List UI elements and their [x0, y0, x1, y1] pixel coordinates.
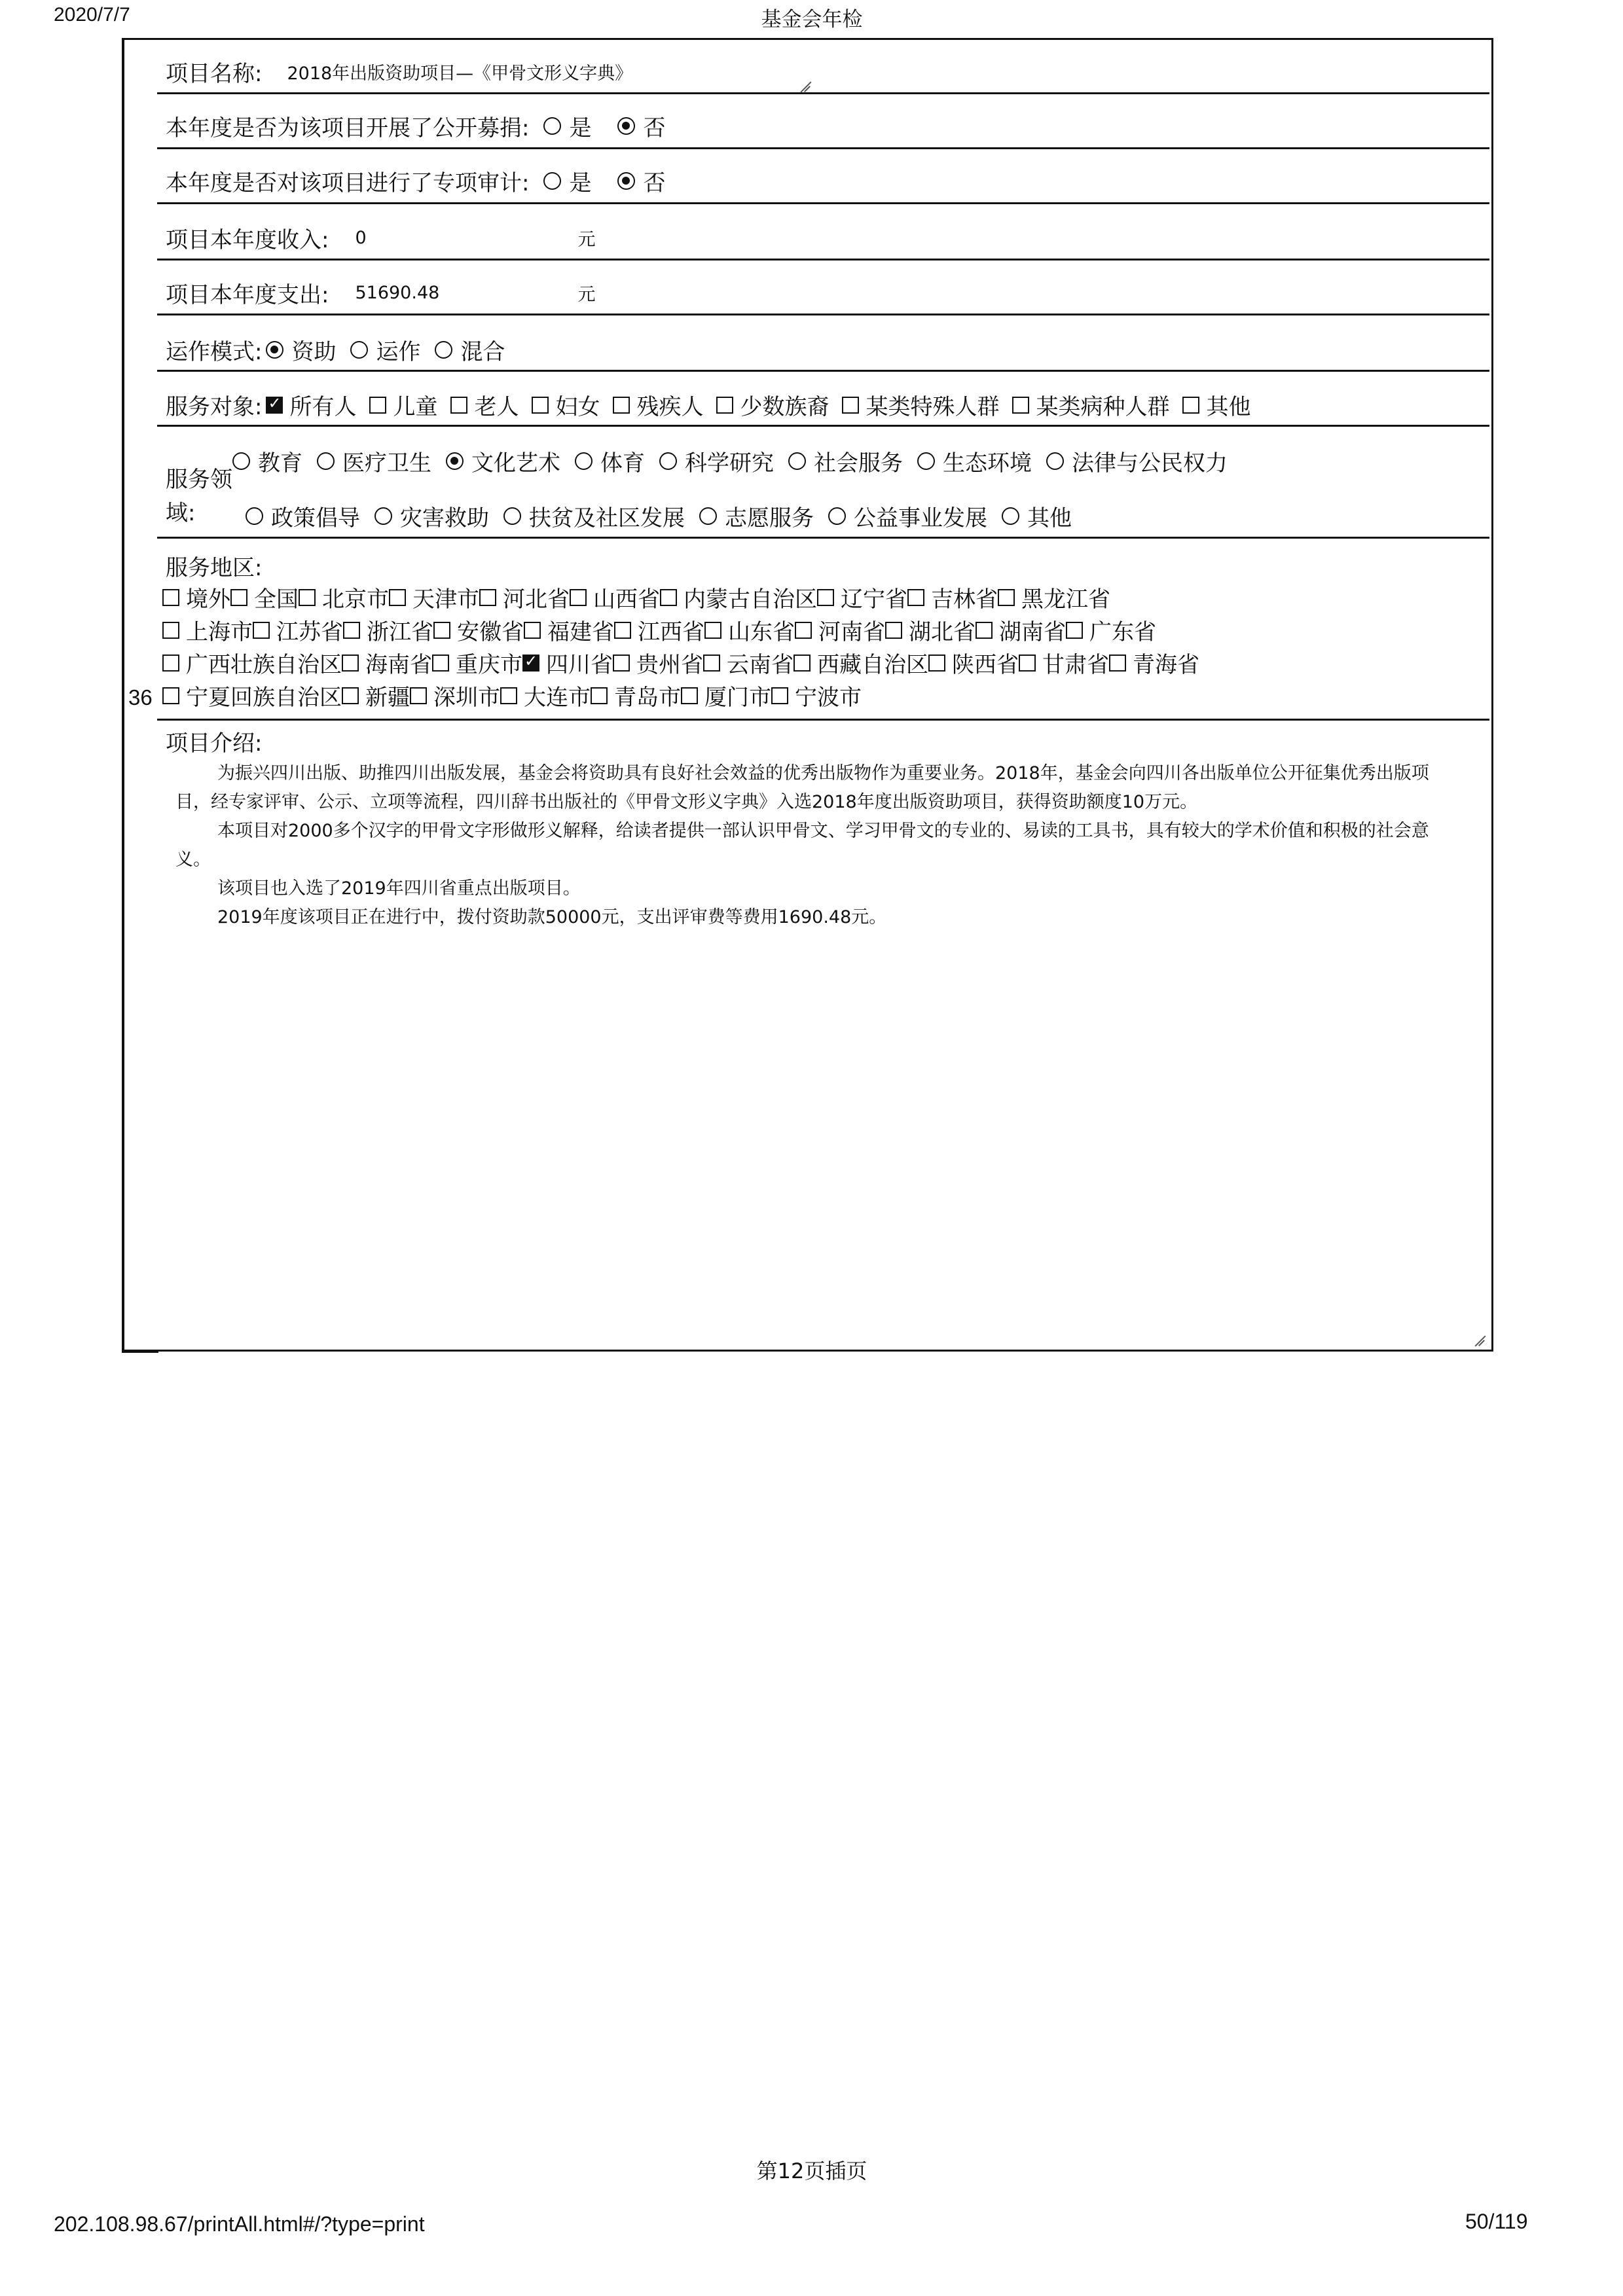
radio-icon[interactable] — [543, 172, 561, 190]
service-region-option-label: 江苏省 — [276, 619, 343, 645]
checkbox-icon[interactable] — [660, 589, 677, 606]
service-region-line — [162, 614, 1156, 646]
operation-mode-label: 运作模式: — [166, 339, 263, 365]
service-region-option-label: 甘肃省 — [1042, 652, 1109, 678]
checkbox-icon[interactable] — [793, 655, 811, 672]
row-divider — [157, 370, 1489, 372]
checkbox-icon[interactable] — [410, 687, 427, 704]
service-region-option[interactable] — [795, 614, 885, 646]
service-region-option[interactable] — [433, 614, 524, 646]
service-region-option-label: 新疆 — [365, 685, 410, 711]
row-divider — [157, 147, 1489, 149]
intro-paragraph: 该项目也入选了2019年四川省重点出版项目。 — [217, 878, 581, 899]
service-region-option-label: 贵州省 — [636, 652, 703, 678]
radio-selected-icon[interactable] — [617, 117, 635, 135]
service-field-option[interactable]: 公益事业发展 — [814, 500, 987, 532]
service-region-option[interactable] — [253, 614, 343, 646]
checkbox-icon[interactable] — [703, 655, 720, 672]
intro-paragraph: 为振兴四川出版、助推四川出版发展，基金会将资助具有良好社会效益的优秀出版物作为重要业务。2018年，基金会向四川各出版单位公开征集优秀出版项目，经专家评审、公示、立项等流程，四川辞书出版社的《甲骨文形义字典》入选2018年度出版资助项目，获得资助额度10万元。 — [175, 763, 1429, 812]
service-field-option[interactable]: 法律与公民权力 — [1032, 445, 1228, 477]
service-region-option[interactable] — [342, 647, 432, 679]
row-divider — [157, 537, 1489, 539]
checkbox-checked-icon[interactable] — [522, 655, 539, 672]
radio-icon[interactable] — [699, 507, 717, 525]
checkbox-icon[interactable] — [885, 622, 902, 639]
service-region-line — [162, 679, 862, 711]
checkbox-icon[interactable] — [681, 687, 698, 704]
checkbox-icon[interactable] — [450, 397, 467, 414]
service-target-option[interactable]: 残疾人 — [600, 389, 703, 421]
radio-icon[interactable] — [575, 452, 593, 470]
checkbox-icon[interactable] — [613, 397, 630, 414]
service-target-option[interactable]: 老人 — [437, 389, 519, 421]
service-region-option-label: 湖南省 — [999, 619, 1066, 645]
expense-unit: 元 — [577, 285, 596, 305]
service-region-line — [162, 647, 1199, 679]
checkbox-icon[interactable] — [570, 589, 587, 606]
page-insert-label: 第12页插页 — [756, 2159, 867, 2183]
row-number: 36 — [128, 685, 153, 709]
service-field-option[interactable]: 医疗卫生 — [302, 445, 431, 477]
service-region-option[interactable] — [703, 647, 793, 679]
operation-mode-option[interactable]: 资助 — [262, 334, 336, 366]
checkbox-icon[interactable] — [342, 687, 359, 704]
service-region-option-label: 云南省 — [727, 652, 793, 678]
service-region-option-label: 山东省 — [728, 619, 795, 645]
service-region-option-label: 江西省 — [638, 619, 704, 645]
checkbox-icon[interactable] — [532, 397, 549, 414]
service-region-option-label: 青海省 — [1133, 652, 1199, 678]
print-url: 202.108.98.67/printAll.html#/?type=print — [54, 2212, 425, 2236]
expense-label: 项目本年度支出: — [166, 282, 329, 308]
checkbox-icon[interactable] — [162, 589, 179, 606]
radio-icon[interactable] — [917, 452, 935, 470]
service-region-option-label: 广东省 — [1089, 619, 1156, 645]
service-region-option[interactable] — [660, 581, 817, 613]
intro-paragraph: 2019年度该项目正在进行中，拨付资助款50000元，支出评审费等费用1690.48元。 — [217, 907, 887, 927]
radio-icon[interactable] — [788, 452, 806, 470]
service-field-label: 服务领 — [166, 467, 232, 493]
service-region-option[interactable] — [998, 581, 1110, 613]
service-region-option[interactable] — [614, 614, 704, 646]
service-region-option[interactable] — [817, 581, 907, 613]
service-target-option[interactable]: 某类病种人群 — [999, 389, 1169, 421]
checkbox-icon[interactable] — [716, 397, 733, 414]
service-region-option-label: 上海市 — [186, 619, 253, 645]
service-region-option[interactable] — [681, 679, 771, 711]
service-region-option-label: 四川省 — [546, 652, 613, 678]
radio-selected-icon[interactable] — [446, 452, 464, 470]
income-unit: 元 — [577, 230, 596, 250]
income-value[interactable]: 0 — [355, 228, 367, 248]
service-field-option[interactable]: 文化艺术 — [431, 445, 560, 477]
service-region-label: 服务地区: — [166, 555, 263, 581]
checkbox-icon[interactable] — [500, 687, 517, 704]
checkbox-icon[interactable] — [704, 622, 721, 639]
service-field-option[interactable]: 科学研究 — [645, 445, 774, 477]
service-region-option-label: 全国 — [254, 586, 299, 613]
project-name-value[interactable]: 2018年出版资助项目—《甲骨文形义字典》 — [287, 63, 633, 84]
service-region-option[interactable] — [704, 614, 795, 646]
document-title: 基金会年检 — [761, 8, 863, 31]
service-region-option[interactable] — [389, 581, 479, 613]
service-field-option[interactable]: 社会服务 — [774, 445, 903, 477]
service-region-option[interactable] — [1019, 647, 1109, 679]
service-region-option-label: 重庆市 — [456, 652, 522, 678]
service-field-option[interactable]: 志愿服务 — [685, 500, 814, 532]
service-region-option-label: 内蒙古自治区 — [684, 586, 817, 613]
intro-label: 项目介绍: — [166, 730, 263, 757]
service-region-option[interactable] — [343, 614, 433, 646]
service-region-option[interactable] — [410, 679, 500, 711]
radio-icon[interactable] — [543, 117, 561, 135]
row-divider — [157, 92, 1489, 94]
service-region-option[interactable] — [432, 647, 522, 679]
checkbox-checked-icon[interactable] — [266, 397, 283, 414]
service-target-option[interactable]: 儿童 — [356, 389, 437, 421]
service-region-option-label: 宁波市 — [795, 685, 862, 711]
service-region-option-label: 广西壮族自治区 — [186, 652, 342, 678]
radio-icon[interactable] — [317, 452, 335, 470]
service-region-option-label: 西藏自治区 — [817, 652, 928, 678]
radio-icon[interactable] — [246, 507, 263, 525]
row-divider — [157, 425, 1489, 427]
checkbox-icon[interactable] — [613, 655, 630, 672]
service-region-option[interactable] — [162, 679, 342, 711]
service-region-option-label: 安徽省 — [457, 619, 524, 645]
checkbox-icon[interactable] — [771, 687, 788, 704]
service-region-option-label: 浙江省 — [367, 619, 433, 645]
operation-mode-option[interactable]: 混合 — [420, 334, 505, 366]
service-region-option-label: 厦门市 — [704, 685, 771, 711]
service-region-line — [162, 581, 1110, 613]
checkbox-icon[interactable] — [433, 622, 450, 639]
service-region-option-label: 北京市 — [322, 586, 389, 613]
service-field-option[interactable]: 灾害救助 — [360, 500, 489, 532]
service-field-row-1 — [232, 445, 1228, 477]
service-region-option[interactable] — [1109, 647, 1199, 679]
checkbox-icon[interactable] — [1066, 622, 1083, 639]
operation-mode-row — [166, 334, 505, 366]
service-target-row — [166, 389, 1250, 421]
radio-selected-icon[interactable] — [266, 341, 283, 359]
checkbox-icon[interactable] — [432, 655, 449, 672]
service-region-option[interactable] — [500, 679, 591, 711]
print-date: 2020/7/7 — [54, 4, 130, 26]
row-divider — [157, 202, 1489, 204]
expense-value[interactable]: 51690.48 — [355, 283, 440, 303]
service-field-option[interactable]: 政策倡导 — [232, 500, 360, 532]
service-region-option-label: 青岛市 — [614, 685, 681, 711]
checkbox-icon[interactable] — [299, 589, 316, 606]
service-region-option[interactable] — [479, 581, 570, 613]
service-target-label: 服务对象: — [166, 394, 263, 420]
service-region-option[interactable] — [885, 614, 976, 646]
service-region-option[interactable] — [928, 647, 1019, 679]
public-fundraising-no[interactable]: 否 — [603, 110, 665, 142]
radio-icon[interactable] — [232, 452, 250, 470]
page-count: 50/119 — [1465, 2210, 1528, 2233]
service-region-option-label: 深圳市 — [433, 685, 500, 711]
service-region-option[interactable] — [522, 647, 613, 679]
special-audit-yes[interactable]: 是 — [529, 165, 591, 197]
row-divider — [157, 259, 1489, 260]
service-region-option[interactable] — [162, 647, 342, 679]
service-field-option[interactable]: 扶贫及社区发展 — [489, 500, 685, 532]
service-region-option-label: 宁夏回族自治区 — [186, 685, 342, 711]
resize-handle-icon[interactable] — [797, 79, 811, 92]
service-target-option[interactable]: 少数族裔 — [703, 389, 829, 421]
service-field-option[interactable]: 生态环境 — [903, 445, 1032, 477]
service-region-option-label: 陕西省 — [952, 652, 1019, 678]
checkbox-icon[interactable] — [795, 622, 812, 639]
service-region-option-label: 山西省 — [593, 586, 660, 613]
checkbox-icon[interactable] — [1109, 655, 1126, 672]
radio-icon[interactable] — [1046, 452, 1064, 470]
public-fundraising-label: 本年度是否为该项目开展了公开募捐: — [166, 115, 530, 141]
radio-selected-icon[interactable] — [617, 172, 635, 190]
special-audit-label: 本年度是否对该项目进行了专项审计: — [166, 170, 530, 196]
service-region-option[interactable] — [570, 581, 660, 613]
service-target-option[interactable]: ✓ 所有人 — [262, 389, 356, 421]
checkbox-icon[interactable] — [524, 622, 541, 639]
checkbox-icon[interactable] — [389, 589, 406, 606]
special-audit-row — [166, 165, 665, 197]
service-region-option-label: 河南省 — [818, 619, 885, 645]
public-fundraising-yes[interactable]: 是 — [529, 110, 591, 142]
service-region-option-label: 大连市 — [524, 685, 591, 711]
service-region-option[interactable] — [907, 581, 998, 613]
radio-icon[interactable] — [1002, 507, 1019, 525]
radio-icon[interactable] — [374, 507, 392, 525]
service-region-option[interactable] — [613, 647, 703, 679]
checkbox-icon[interactable] — [162, 687, 179, 704]
service-region-option[interactable] — [230, 581, 299, 613]
service-region-option[interactable] — [162, 581, 230, 613]
operation-mode-option[interactable]: 运作 — [336, 334, 420, 366]
service-region-option-label: 吉林省 — [931, 586, 998, 613]
radio-icon[interactable] — [828, 507, 846, 525]
checkbox-icon[interactable] — [342, 655, 359, 672]
service-target-option[interactable]: 其他 — [1169, 389, 1250, 421]
checkbox-icon[interactable] — [842, 397, 859, 414]
service-region-option-label: 天津市 — [412, 586, 479, 613]
checkbox-icon[interactable] — [817, 589, 834, 606]
checkbox-icon[interactable] — [1019, 655, 1036, 672]
checkbox-icon[interactable] — [976, 622, 993, 639]
service-region-option-label: 境外 — [186, 586, 230, 613]
service-region-option[interactable] — [342, 679, 410, 711]
special-audit-no[interactable]: 否 — [603, 165, 665, 197]
checkbox-icon[interactable] — [369, 397, 386, 414]
radio-icon[interactable] — [503, 507, 521, 525]
service-region-option[interactable] — [793, 647, 928, 679]
service-field-option[interactable]: 教育 — [232, 445, 302, 477]
service-field-option[interactable]: 其他 — [987, 500, 1072, 532]
service-region-option[interactable] — [591, 679, 681, 711]
service-region-option[interactable] — [162, 614, 253, 646]
service-region-option[interactable] — [299, 581, 389, 613]
checkbox-icon[interactable] — [1182, 397, 1199, 414]
project-name-row — [166, 56, 632, 88]
service-region-option[interactable] — [1066, 614, 1156, 646]
checkbox-icon[interactable] — [343, 622, 360, 639]
checkbox-icon[interactable] — [591, 687, 608, 704]
service-field-label-cont: 域: — [166, 500, 196, 526]
expense-row — [166, 277, 595, 309]
row-divider — [157, 314, 1489, 315]
service-region-option[interactable] — [976, 614, 1066, 646]
service-region-option-label: 黑龙江省 — [1021, 586, 1110, 613]
checkbox-icon[interactable] — [614, 622, 631, 639]
intro-paragraph: 本项目对2000多个汉字的甲骨文字形做形义解释，给读者提供一部认识甲骨文、学习甲骨文的专业的、易读的工具书，具有较大的学术价值和积极的社会意义。 — [175, 821, 1429, 870]
service-target-option[interactable]: 妇女 — [519, 389, 600, 421]
radio-icon[interactable] — [350, 341, 368, 359]
service-field-row-2 — [232, 500, 1072, 532]
checkbox-icon[interactable] — [998, 589, 1015, 606]
service-region-option-label: 河北省 — [503, 586, 570, 613]
checkbox-icon[interactable] — [479, 589, 496, 606]
service-region-option-label: 福建省 — [547, 619, 614, 645]
service-region-option[interactable] — [524, 614, 614, 646]
project-name-label: 项目名称: — [166, 61, 263, 87]
resize-handle-icon[interactable] — [1472, 1333, 1485, 1346]
row-divider — [157, 719, 1489, 721]
checkbox-icon[interactable] — [928, 655, 945, 672]
radio-icon[interactable] — [659, 452, 677, 470]
income-label: 项目本年度收入: — [166, 227, 329, 253]
service-region-option-label: 辽宁省 — [841, 586, 907, 613]
radio-icon[interactable] — [435, 341, 452, 359]
checkbox-icon[interactable] — [1012, 397, 1029, 414]
service-region-option-label: 湖北省 — [909, 619, 976, 645]
checkbox-icon[interactable] — [162, 622, 179, 639]
checkbox-icon[interactable] — [230, 589, 247, 606]
service-region-option[interactable] — [771, 679, 862, 711]
service-region-option-label: 海南省 — [365, 652, 432, 678]
public-fundraising-row — [166, 110, 665, 142]
service-target-option[interactable]: 某类特殊人群 — [829, 389, 999, 421]
checkbox-icon[interactable] — [253, 622, 270, 639]
income-row — [166, 222, 595, 254]
service-field-option[interactable]: 体育 — [560, 445, 645, 477]
checkbox-icon[interactable] — [162, 655, 179, 672]
checkbox-icon[interactable] — [907, 589, 924, 606]
